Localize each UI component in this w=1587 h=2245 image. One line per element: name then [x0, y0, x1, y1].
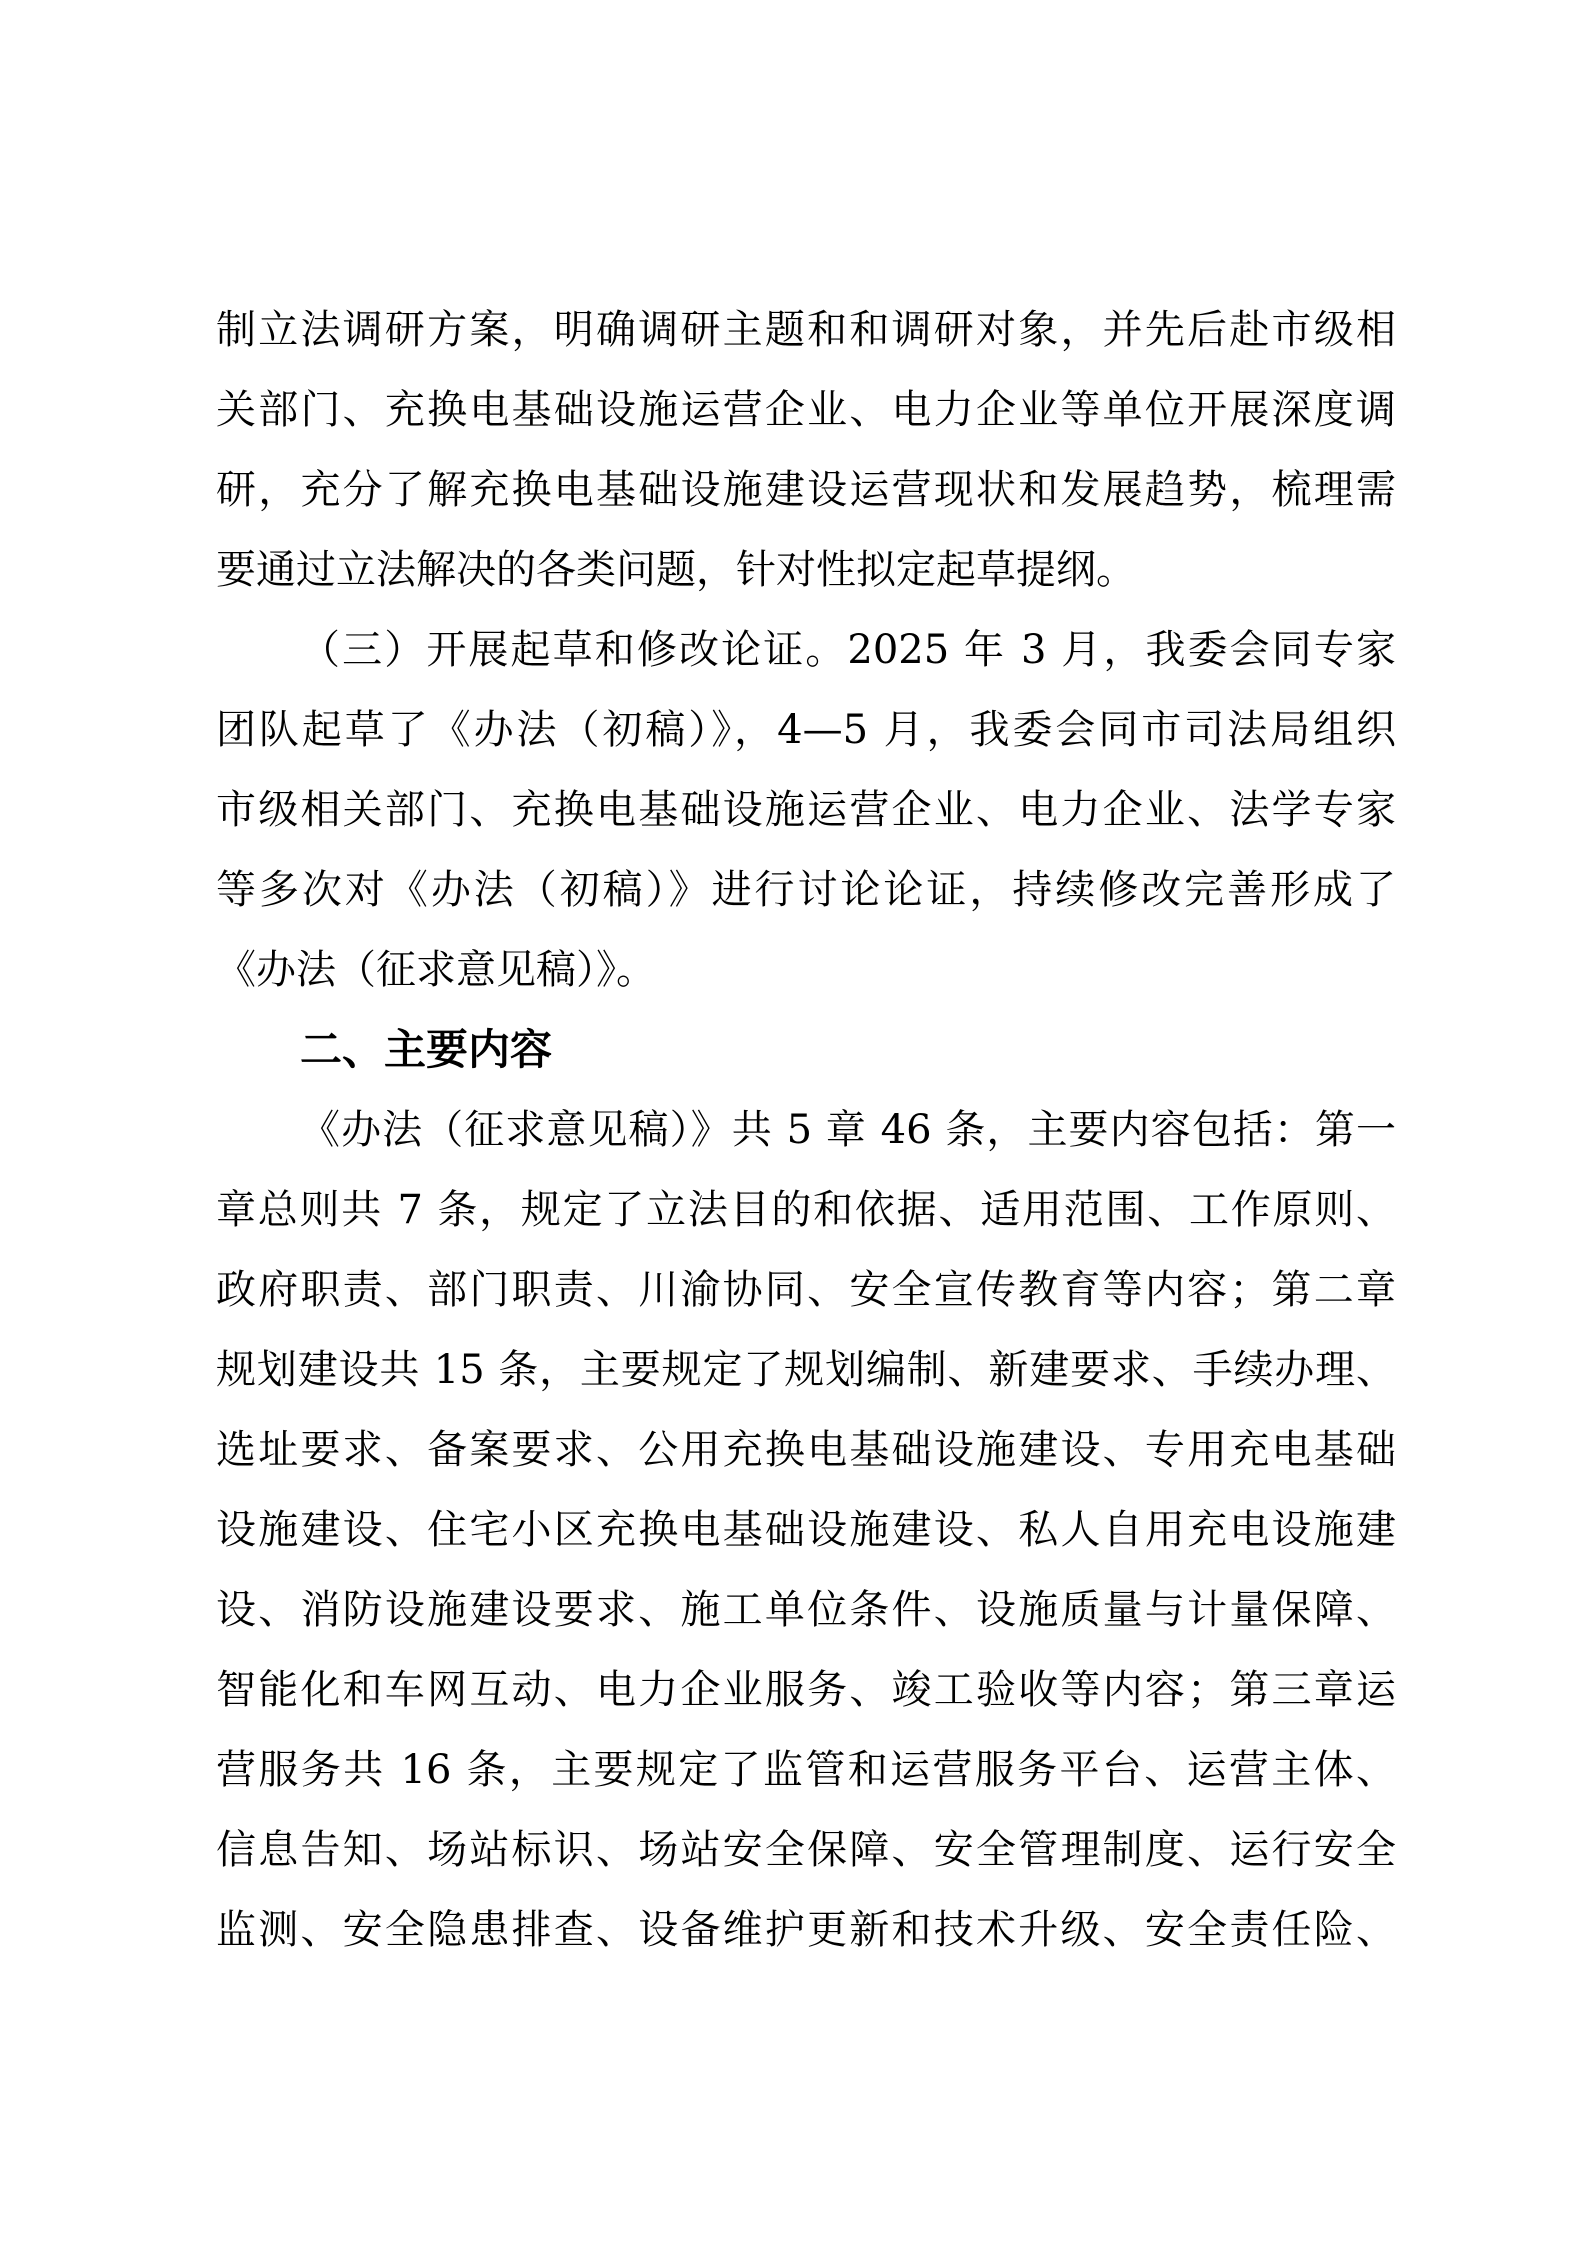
paragraph-3-line-9: 营服务共 16 条，主要规定了监管和运营服务平台、运营主体、	[216, 1747, 1396, 1793]
paragraph-1-line-4: 要通过立法解决的各类问题，针对性拟定起草提纲。	[216, 547, 1136, 593]
paragraph-2-line-5: 《办法（征求意见稿）》。	[216, 947, 656, 993]
paragraph-1-line-1: 制立法调研方案，明确调研主题和和调研对象，并先后赴市级相	[216, 307, 1396, 353]
paragraph-2-line-4: 等多次对《办法（初稿）》进行讨论论证，持续修改完善形成了	[216, 867, 1396, 913]
paragraph-3-line-2: 章总则共 7 条，规定了立法目的和依据、适用范围、工作原则、	[216, 1187, 1396, 1233]
section-heading-main-content: 二、主要内容	[300, 1025, 553, 1074]
paragraph-3-line-10: 信息告知、场站标识、场站安全保障、安全管理制度、运行安全	[216, 1827, 1396, 1873]
paragraph-3-line-7: 设、消防设施建设要求、施工单位条件、设施质量与计量保障、	[216, 1587, 1396, 1633]
paragraph-3-line-3: 政府职责、部门职责、川渝协同、安全宣传教育等内容；第二章	[216, 1267, 1396, 1313]
paragraph-1-line-3: 研，充分了解充换电基础设施建设运营现状和发展趋势，梳理需	[216, 467, 1396, 513]
paragraph-3-line-5: 选址要求、备案要求、公用充换电基础设施建设、专用充电基础	[216, 1427, 1396, 1473]
paragraph-3-line-11: 监测、安全隐患排查、设备维护更新和技术升级、安全责任险、	[216, 1907, 1396, 1953]
paragraph-3-line-1: 《办法（征求意见稿）》共 5 章 46 条，主要内容包括：第一	[300, 1107, 1396, 1153]
paragraph-2-line-2: 团队起草了《办法（初稿）》，4—5 月，我委会同市司法局组织	[216, 707, 1396, 753]
paragraph-3-line-4: 规划建设共 15 条，主要规定了规划编制、新建要求、手续办理、	[216, 1347, 1396, 1393]
paragraph-1-line-2: 关部门、充换电基础设施运营企业、电力企业等单位开展深度调	[216, 387, 1396, 433]
paragraph-3-line-8: 智能化和车网互动、电力企业服务、竣工验收等内容；第三章运	[216, 1667, 1396, 1713]
paragraph-2-line-3: 市级相关部门、充换电基础设施运营企业、电力企业、法学专家	[216, 787, 1396, 833]
paragraph-3-line-6: 设施建设、住宅小区充换电基础设施建设、私人自用充电设施建	[216, 1507, 1396, 1553]
paragraph-2-line-1: （三）开展起草和修改论证。2025 年 3 月，我委会同专家	[300, 627, 1396, 673]
